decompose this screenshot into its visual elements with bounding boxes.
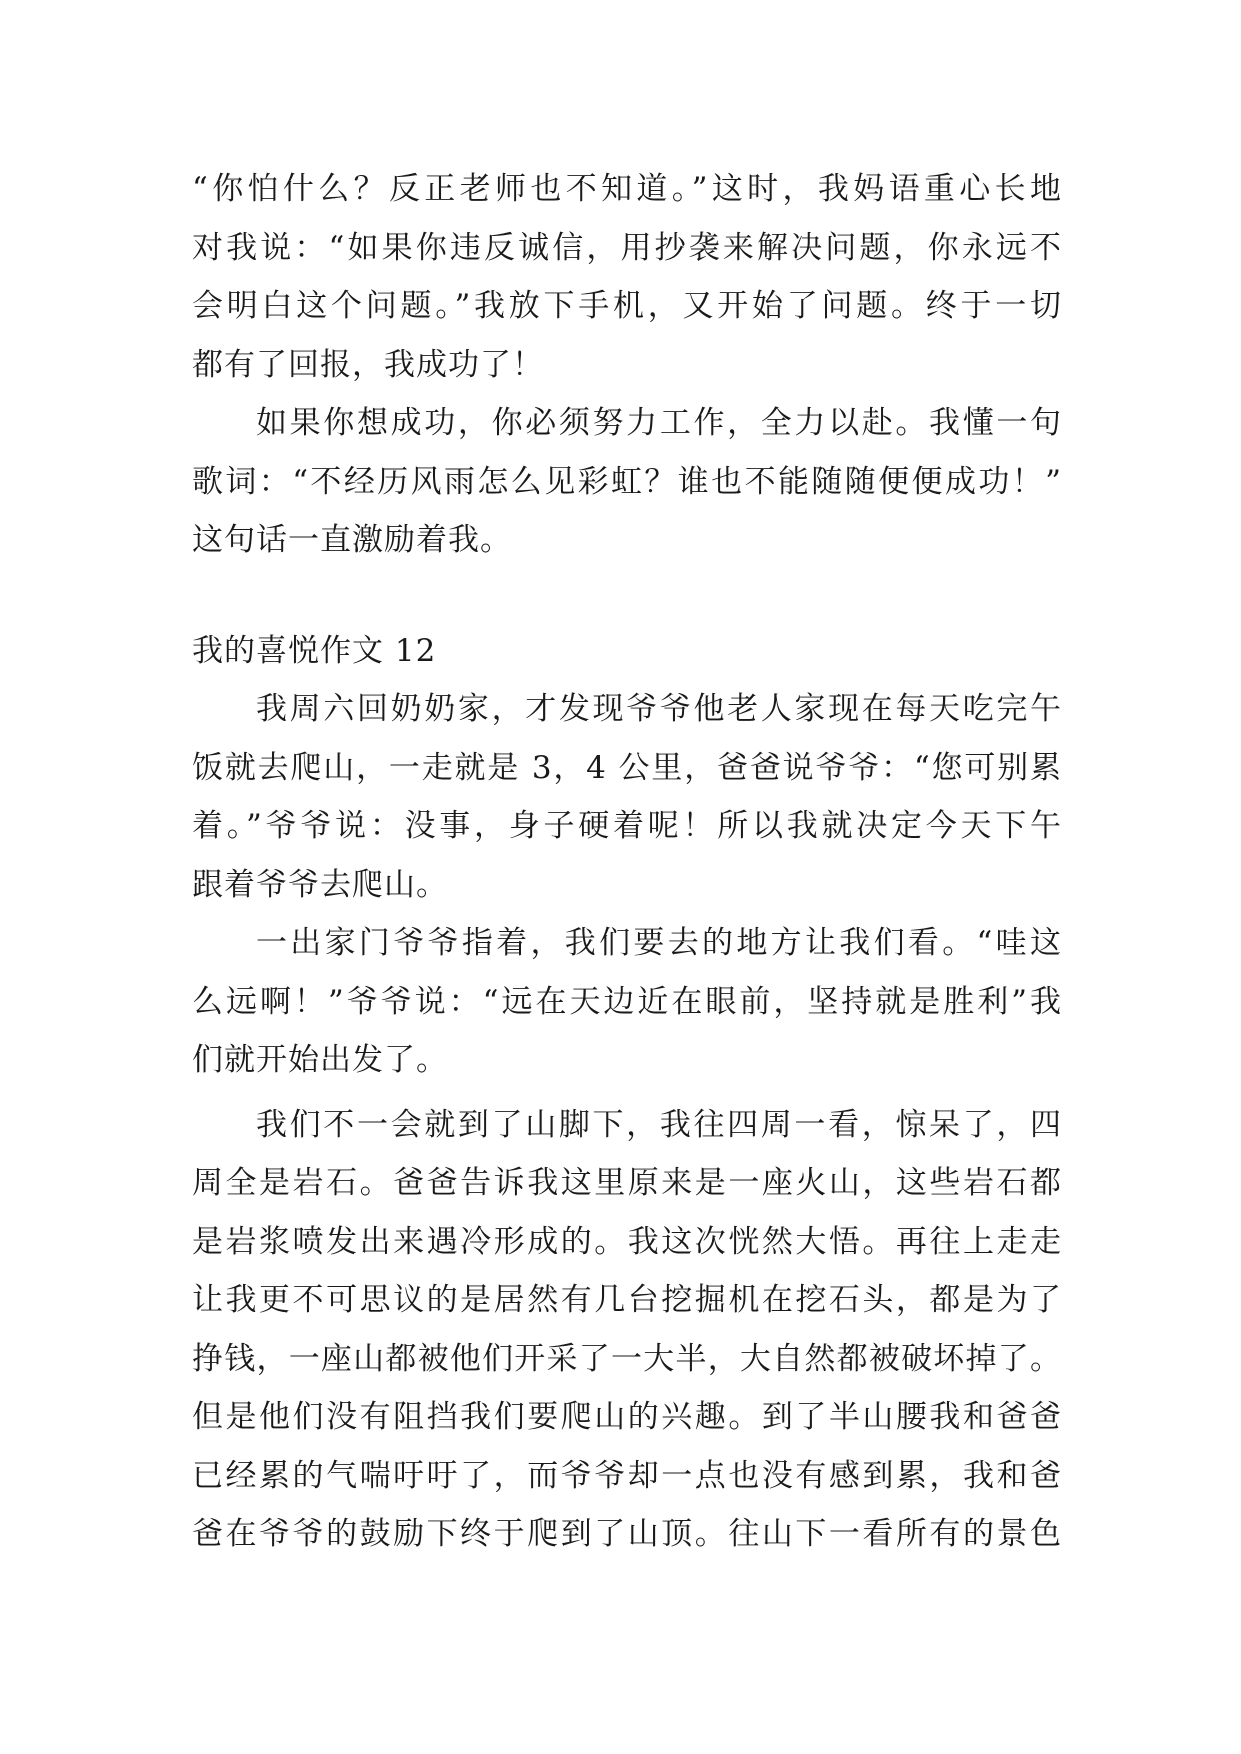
text-line: 么远啊！”爷爷说：“远在天边近在眼前，坚持就是胜利”我	[192, 983, 1062, 1020]
paragraph-3	[192, 680, 1062, 914]
text-line: 对我说：“如果你违反诚信，用抄袭来解决问题，你永远不	[192, 229, 1062, 266]
text-line: 饭就去爬山，一走就是 3，4 公里，爸爸说爷爷：“您可别累	[192, 749, 1062, 786]
text-line: 们就开始出发了。	[192, 1042, 448, 1078]
paragraph-4	[192, 914, 1062, 1090]
text-line: 让我更不可思议的是居然有几台挖掘机在挖石头，都是为了	[192, 1282, 1062, 1318]
text-line: 我们不一会就到了山脚下，我往四周一看，惊呆了，四	[256, 1106, 1062, 1143]
text-line: 是岩浆喷发出来遇冷形成的。我这次恍然大悟。再往上走走	[192, 1223, 1062, 1260]
text-line: 如果你想成功，你必须努力工作，全力以赴。我懂一句	[256, 405, 1062, 441]
text-line: 跟着爷爷去爬山。	[192, 866, 448, 903]
text-line: 挣钱，一座山都被他们开采了一大半，大自然都被破坏掉了。	[192, 1340, 1062, 1377]
text-line: 我周六回奶奶家，才发现爷爷他老人家现在每天吃完午	[256, 691, 1062, 727]
essay-heading	[192, 622, 1062, 681]
text-line: 着。”爷爷说：没事，身子硬着呢！所以我就决定今天下午	[192, 808, 1062, 844]
paragraph-5	[192, 1096, 1062, 1564]
text-line: 一出家门爷爷指着，我们要去的地方让我们看。“哇这	[256, 925, 1062, 961]
text-line: “你怕什么？反正老师也不知道。”这时，我妈语重心长地	[192, 171, 1062, 207]
text-line: 会明白这个问题。”我放下手机，又开始了问题。终于一切	[192, 288, 1062, 324]
document-page	[192, 160, 1062, 1564]
paragraph-1	[192, 160, 1062, 394]
text-line: 但是他们没有阻挡我们要爬山的兴趣。到了半山腰我和爸爸	[192, 1399, 1062, 1435]
text-line: 周全是岩石。爸爸告诉我这里原来是一座火山，这些岩石都	[192, 1165, 1062, 1201]
text-line: 已经累的气喘吁吁了，而爷爷却一点也没有感到累，我和爸	[192, 1457, 1062, 1494]
text-line: 这句话一直激励着我。	[192, 522, 512, 558]
heading-text: 我的喜悦作文 12	[192, 632, 437, 669]
text-line: 歌词：“不经历风雨怎么见彩虹？谁也不能随随便便成功！”	[192, 463, 1062, 500]
text-line: 都有了回报，我成功了！	[192, 346, 544, 383]
text-line: 爸在爷爷的鼓励下终于爬到了山顶。往山下一看所有的景色	[192, 1516, 1062, 1552]
paragraph-2	[192, 394, 1062, 570]
